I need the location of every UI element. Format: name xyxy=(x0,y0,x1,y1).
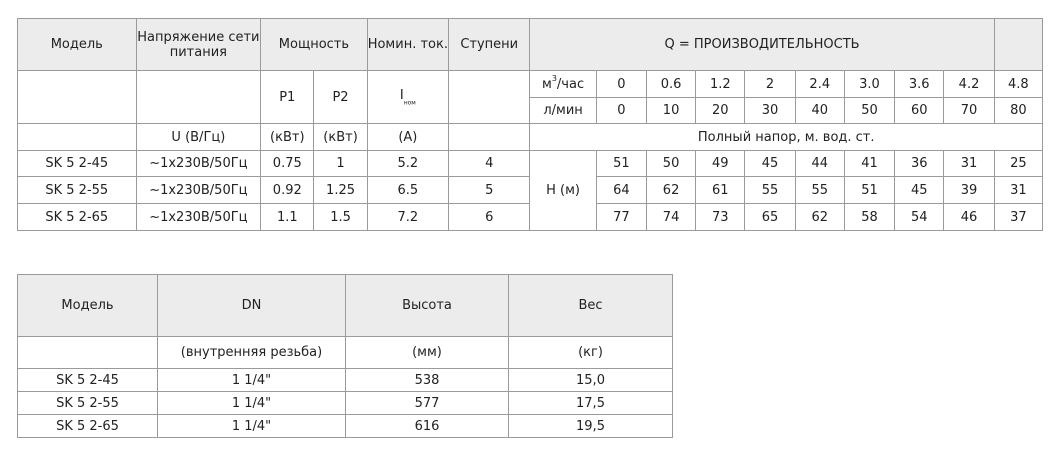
head-cell: 73 xyxy=(696,204,745,231)
head-cell: 62 xyxy=(646,177,695,204)
head-cell: 37 xyxy=(994,204,1042,231)
p2-cell: 1 xyxy=(314,151,367,177)
i-symbol: I xyxy=(399,87,404,103)
header-empty xyxy=(994,19,1042,71)
blank-cell xyxy=(449,71,530,124)
blank-cell xyxy=(136,71,261,124)
stages-cell: 5 xyxy=(449,177,530,204)
dn-cell: 1 1/4" xyxy=(158,415,346,438)
blank-cell xyxy=(18,337,158,369)
head-cell: 51 xyxy=(596,151,646,177)
head-cell: 45 xyxy=(895,177,944,204)
table-row xyxy=(18,369,673,392)
model-cell: SK 5 2-55 xyxy=(18,392,158,415)
flow-m3h-cell: 3.6 xyxy=(895,71,944,98)
p2-cell: 1.25 xyxy=(314,177,367,204)
header-voltage: Напряжение сети питания xyxy=(136,19,261,71)
stages-cell: 4 xyxy=(449,151,530,177)
weight-cell: 15,0 xyxy=(509,369,673,392)
stages-cell: 6 xyxy=(449,204,530,231)
current-cell: 6.5 xyxy=(367,177,448,204)
p1-cell: 0.92 xyxy=(261,177,314,204)
flow-m3h-cell: 3.0 xyxy=(844,71,894,98)
flow-m3h-cell: 4.8 xyxy=(994,71,1042,98)
voltage-cell: ~1x230В/50Гц xyxy=(136,204,261,231)
header-dn: DN xyxy=(158,275,346,337)
blank-cell xyxy=(18,71,137,124)
header-nom-current: Номин. ток. xyxy=(367,19,448,71)
head-cell: 61 xyxy=(696,177,745,204)
head-cell: 41 xyxy=(844,151,894,177)
unit-lmin: л/мин xyxy=(530,98,596,124)
head-label: Полный напор, м. вод. ст. xyxy=(530,124,1043,151)
flow-m3h-cell: 2.4 xyxy=(795,71,844,98)
flow-lmin-cell: 70 xyxy=(944,98,994,124)
header-height: Высота xyxy=(346,275,509,337)
head-cell: 64 xyxy=(596,177,646,204)
header-stages: Ступени xyxy=(449,19,530,71)
head-cell: 58 xyxy=(844,204,894,231)
m3-sup: 3 xyxy=(551,74,557,84)
flow-lmin-cell: 60 xyxy=(895,98,944,124)
voltage-cell: ~1x230В/50Гц xyxy=(136,151,261,177)
unit-height: (мм) xyxy=(346,337,509,369)
current-cell: 5.2 xyxy=(367,151,448,177)
model-cell: SK 5 2-45 xyxy=(18,369,158,392)
flow-m3h-cell: 4.2 xyxy=(944,71,994,98)
head-cell: 39 xyxy=(944,177,994,204)
p1-cell: 0.75 xyxy=(261,151,314,177)
flow-lmin-cell: 0 xyxy=(596,98,646,124)
height-cell: 577 xyxy=(346,392,509,415)
head-cell: 36 xyxy=(895,151,944,177)
table-row xyxy=(18,151,1043,177)
dn-cell: 1 1/4" xyxy=(158,392,346,415)
weight-cell: 19,5 xyxy=(509,415,673,438)
flow-m3h-row xyxy=(18,71,1043,98)
flow-lmin-cell: 80 xyxy=(994,98,1042,124)
head-cell: 77 xyxy=(596,204,646,231)
pump-performance-table xyxy=(17,18,1043,231)
unit-m3h xyxy=(530,71,596,98)
voltage-cell: ~1x230В/50Гц xyxy=(136,177,261,204)
head-cell: 50 xyxy=(646,151,695,177)
p2-cell: 1.5 xyxy=(314,204,367,231)
blank-cell xyxy=(449,124,530,151)
head-cell: 45 xyxy=(745,151,795,177)
head-cell: 46 xyxy=(944,204,994,231)
header-i-nom xyxy=(367,71,448,124)
height-cell: 538 xyxy=(346,369,509,392)
flow-lmin-cell: 50 xyxy=(844,98,894,124)
unit-current: (А) xyxy=(367,124,448,151)
head-cell: 62 xyxy=(795,204,844,231)
header-row-1 xyxy=(18,19,1043,71)
flow-m3h-cell: 0.6 xyxy=(646,71,695,98)
units-row xyxy=(18,337,673,369)
m3-suffix: /час xyxy=(556,76,585,92)
unit-dn: (внутренняя резьба) xyxy=(158,337,346,369)
units-row xyxy=(18,124,1043,151)
dimensions-table xyxy=(17,274,673,438)
header-weight: Вес xyxy=(509,275,673,337)
model-cell: SK 5 2-65 xyxy=(18,204,137,231)
header-p1: P1 xyxy=(261,71,314,124)
p1-cell: 1.1 xyxy=(261,204,314,231)
flow-lmin-cell: 20 xyxy=(696,98,745,124)
unit-kw-p2: (кВт) xyxy=(314,124,367,151)
head-cell: 31 xyxy=(994,177,1042,204)
flow-lmin-cell: 10 xyxy=(646,98,695,124)
header-power: Мощность xyxy=(261,19,368,71)
table-row xyxy=(18,392,673,415)
head-cell: 51 xyxy=(844,177,894,204)
table-row xyxy=(18,415,673,438)
weight-cell: 17,5 xyxy=(509,392,673,415)
i-subscript: ном xyxy=(403,99,416,107)
height-cell: 616 xyxy=(346,415,509,438)
head-cell: 49 xyxy=(696,151,745,177)
head-cell: 65 xyxy=(745,204,795,231)
head-cell: 31 xyxy=(944,151,994,177)
flow-m3h-cell: 0 xyxy=(596,71,646,98)
header-p2: P2 xyxy=(314,71,367,124)
unit-voltage: U (В/Гц) xyxy=(136,124,261,151)
model-cell: SK 5 2-65 xyxy=(18,415,158,438)
flow-m3h-cell: 2 xyxy=(745,71,795,98)
unit-weight: (кг) xyxy=(509,337,673,369)
model-cell: SK 5 2-55 xyxy=(18,177,137,204)
head-cell: 54 xyxy=(895,204,944,231)
header-row xyxy=(18,275,673,337)
header-model: Модель xyxy=(18,275,158,337)
flow-lmin-cell: 40 xyxy=(795,98,844,124)
h-label: H (м) xyxy=(530,151,596,231)
flow-lmin-cell: 30 xyxy=(745,98,795,124)
head-cell: 74 xyxy=(646,204,695,231)
model-cell: SK 5 2-45 xyxy=(18,151,137,177)
head-cell: 55 xyxy=(795,177,844,204)
header-q-title: Q = ПРОИЗВОДИТЕЛЬНОСТЬ xyxy=(530,19,994,71)
blank-cell xyxy=(18,124,137,151)
head-cell: 44 xyxy=(795,151,844,177)
flow-m3h-cell: 1.2 xyxy=(696,71,745,98)
current-cell: 7.2 xyxy=(367,204,448,231)
head-cell: 25 xyxy=(994,151,1042,177)
head-cell: 55 xyxy=(745,177,795,204)
m3-prefix: м xyxy=(542,76,552,92)
header-model: Модель xyxy=(18,19,137,71)
dn-cell: 1 1/4" xyxy=(158,369,346,392)
unit-kw-p1: (кВт) xyxy=(261,124,314,151)
